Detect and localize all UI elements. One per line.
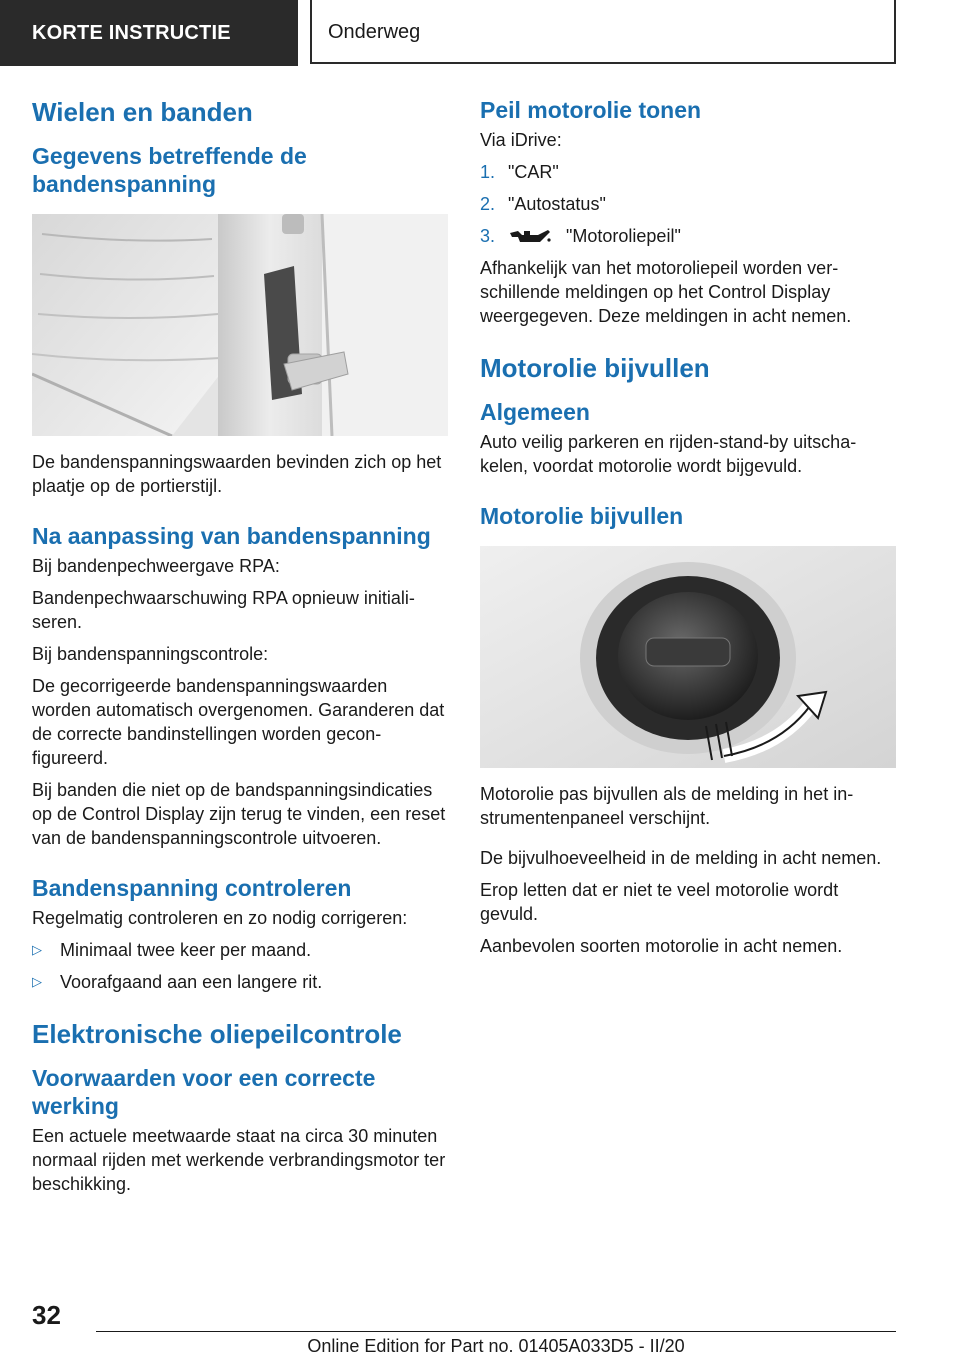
heading-top-up-sub: Motorolie bijvullen	[480, 503, 684, 529]
text-control-label: Bij bandenspanningscontrole:	[32, 644, 269, 664]
text-reset: Bij banden die niet op de bandspanningsindicaties op de Control Display zijn terug te vinden, een reset van de bandenspanningscontrole uitvoeren.	[32, 780, 446, 848]
oil-can-icon	[508, 225, 552, 247]
heading-show-level: Peil motorolie tonen	[480, 97, 702, 123]
text-general: Auto veilig parkeren en rijden-stand-by uitschakelen, voordat motorolie wordt bijgevuld.	[480, 432, 857, 476]
edition-text: Online Edition for Part no. 01405A033D5 - II/20	[307, 1336, 685, 1356]
left-column	[32, 96, 450, 1204]
section-tab: KORTE INSTRUCTIE	[0, 0, 298, 66]
text-top-up-1: Motorolie pas bijvullen als de melding in het instrumentenpaneel verschijnt.	[480, 784, 854, 828]
text-tire-data: De bandenspanningswaarden bevinden zich op het plaatje op de portierstijl.	[32, 452, 442, 496]
footer-divider	[96, 1331, 896, 1332]
door-pillar-image	[32, 214, 448, 436]
text-rpa: Bandenpechwaarschuwing RPA opnieuw initialiseren.	[32, 588, 415, 632]
heading-tire-data: Gegevens betreffende de bandenspanning	[32, 143, 307, 197]
heading-general: Algemeen	[480, 399, 590, 425]
text-conditions: Een actuele meetwaarde staat na circa 30 minuten normaal rijden met werkende verbrandingsmotor ter beschikking.	[32, 1126, 446, 1194]
heading-oil-check: Elektronische oliepeilcontrole	[32, 1019, 402, 1049]
heading-after-adjust: Na aanpassing van bandenspanning	[32, 523, 431, 549]
triangle-bullet-icon: ▷	[32, 942, 42, 957]
text-via-idrive: Via iDrive:	[480, 130, 562, 150]
oil-cap-image	[480, 546, 896, 768]
heading-check: Bandenspanning controleren	[32, 875, 352, 901]
text-top-up-4: Aanbevolen soorten motorolie in acht nemen.	[480, 936, 843, 956]
list-item: 3. "Motoroliepeil"	[480, 226, 681, 246]
step-list	[480, 160, 898, 248]
check-bullet-list	[32, 938, 450, 994]
text-check: Regelmatig controleren en zo nodig corrigeren:	[32, 908, 408, 928]
list-item: 1. "CAR"	[480, 162, 559, 182]
page-number: 32	[32, 1300, 61, 1330]
page-header	[0, 0, 960, 66]
text-top-up-2: De bijvulhoeveelheid in de melding in acht nemen.	[480, 848, 882, 868]
chapter-tab: Onderweg	[310, 0, 896, 64]
text-control: De gecorrigeerde bandenspanningswaarden worden automatisch overgenomen. Garanderen dat de correcte bandinstellingen worden geconfigureerd.	[32, 676, 445, 768]
text-level-messages: Afhankelijk van het motoroliepeil worden verschillende meldingen op het Control Display weergegeven. Deze meldingen in acht nemen.	[480, 258, 852, 326]
heading-conditions: Voorwaarden voor een correcte werking	[32, 1065, 376, 1119]
triangle-bullet-icon: ▷	[32, 974, 42, 989]
right-column	[480, 96, 898, 966]
list-item: ▷ Minimaal twee keer per maand.	[32, 940, 312, 960]
list-item: 2. "Autostatus"	[480, 194, 606, 214]
text-top-up-3: Erop letten dat er niet te veel motorolie wordt gevuld.	[480, 880, 839, 924]
heading-top-up: Motorolie bijvullen	[480, 353, 710, 383]
heading-wheels: Wielen en banden	[32, 97, 253, 127]
text-rpa-label: Bij bandenpechweergave RPA:	[32, 556, 280, 576]
list-item: ▷ Voorafgaand aan een langere rit.	[32, 972, 323, 992]
